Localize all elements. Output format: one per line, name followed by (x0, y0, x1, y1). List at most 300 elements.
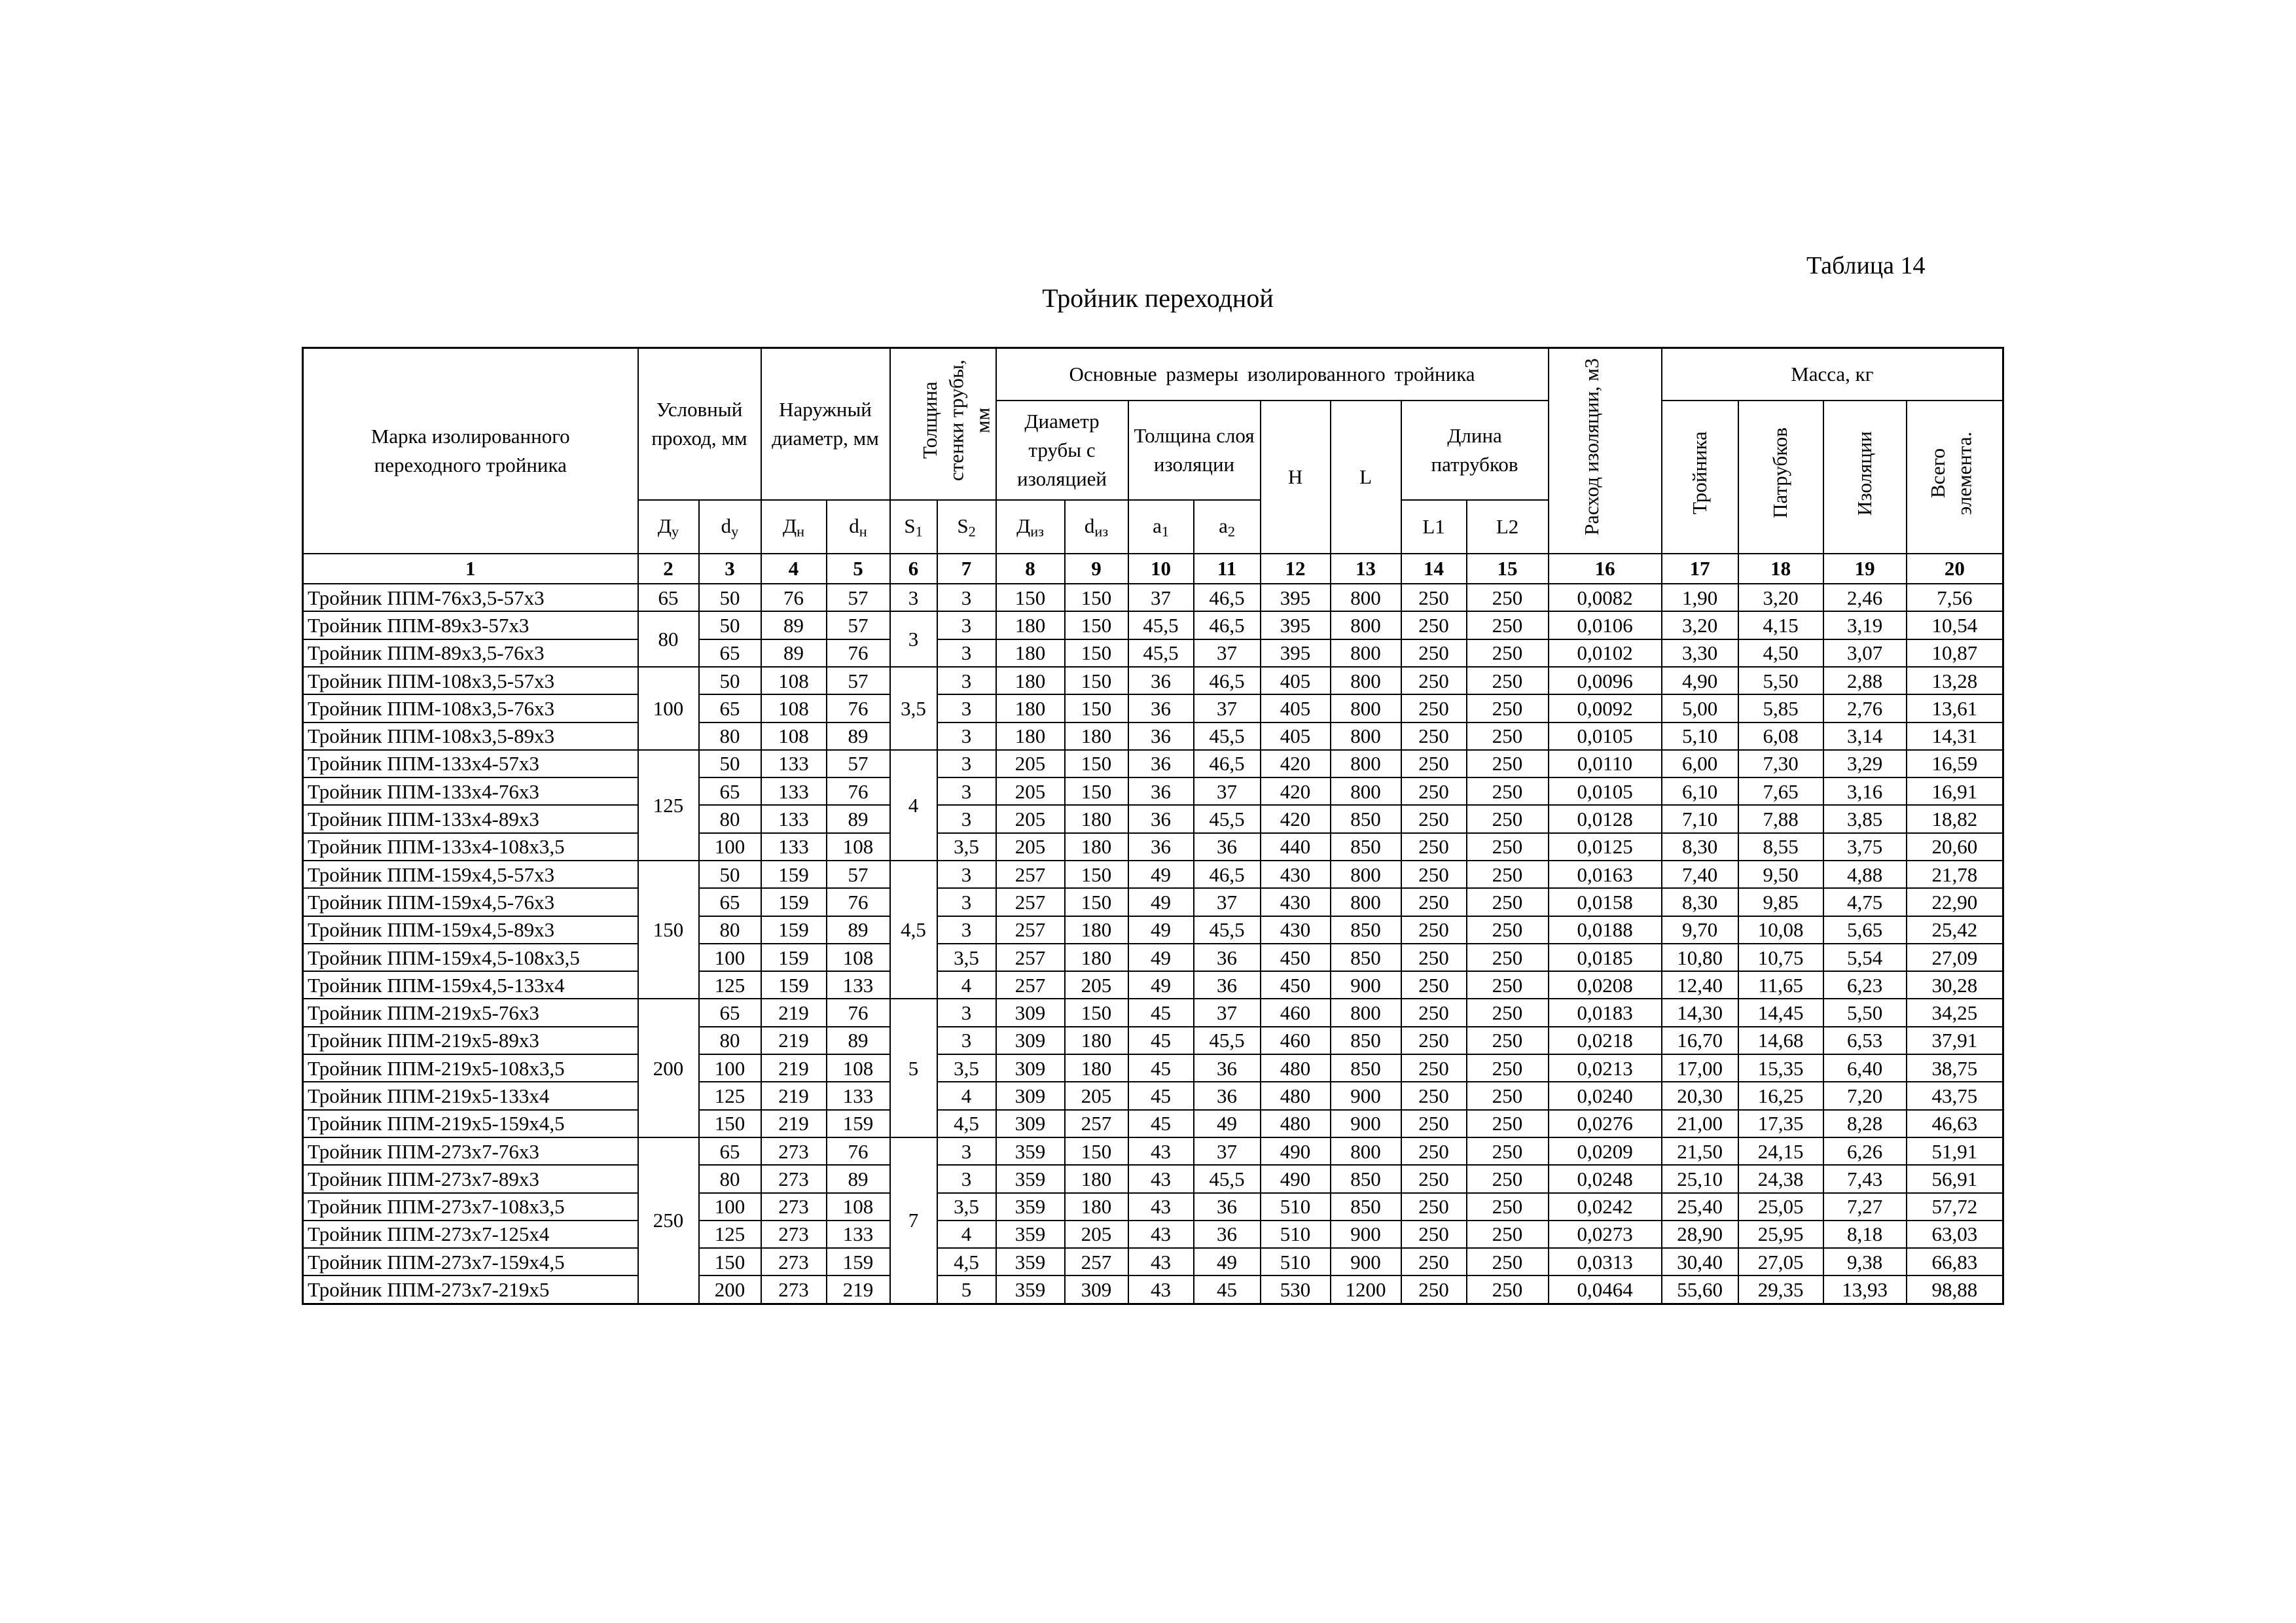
header-wall: Толщина стенки трубы, мм (890, 348, 996, 501)
table-cell: 219 (761, 1082, 827, 1109)
table-cell: 309 (1065, 1275, 1128, 1304)
table-cell: 57 (827, 584, 890, 611)
table-cell: 36 (1128, 805, 1194, 832)
table-cell: 273 (761, 1165, 827, 1192)
table-cell: 14,68 (1738, 1027, 1823, 1054)
table-cell: 150 (1065, 1137, 1128, 1165)
column-number: 16 (1549, 554, 1662, 584)
table-cell: 30,40 (1662, 1248, 1738, 1275)
table-cell: 800 (1331, 1137, 1401, 1165)
table-cell: 125 (699, 1221, 761, 1248)
sym-Dn: $Д_н$ (761, 500, 827, 554)
cell-Du: 80 (638, 611, 699, 667)
table-cell: 9,85 (1738, 888, 1823, 916)
table-cell: 150 (1065, 584, 1128, 611)
table-row (303, 1082, 2003, 1109)
table-cell: 309 (996, 1054, 1065, 1082)
sym-dn: $d_н$ (827, 500, 890, 554)
table-row (303, 722, 2003, 750)
table-cell: 89 (761, 639, 827, 667)
column-number: 14 (1401, 554, 1467, 584)
header-m-ins: Изоляции (1823, 401, 1907, 554)
column-number: 20 (1907, 554, 2003, 584)
table-cell: 257 (1065, 1248, 1128, 1275)
table-cell: 159 (827, 1110, 890, 1137)
column-number: 4 (761, 554, 827, 584)
table-cell: 20,30 (1662, 1082, 1738, 1109)
table-cell: 10,75 (1738, 944, 1823, 971)
table-cell: 480 (1261, 1082, 1331, 1109)
table-cell: 100 (699, 944, 761, 971)
table-cell: 3,5 (937, 1193, 996, 1221)
table-cell: 250 (1467, 916, 1549, 944)
table-cell: 25,10 (1662, 1165, 1738, 1192)
table-cell: 205 (1065, 971, 1128, 999)
table-cell: 9,38 (1823, 1248, 1907, 1275)
table-cell: 0,0464 (1549, 1275, 1662, 1304)
table-cell: 45,5 (1128, 639, 1194, 667)
table-cell: 25,42 (1907, 916, 2003, 944)
table-cell: 0,0213 (1549, 1054, 1662, 1082)
table-cell: 250 (1401, 1027, 1467, 1054)
table-cell: 250 (1401, 888, 1467, 916)
table-cell: 273 (761, 1193, 827, 1221)
table-cell: 36 (1128, 750, 1194, 777)
table-cell: 45 (1128, 999, 1194, 1026)
table-cell: 133 (761, 833, 827, 861)
table-cell: 14,31 (1907, 722, 2003, 750)
row-mark: Тройник ППМ-133х4-76х3 (303, 777, 638, 805)
table-cell: 9,50 (1738, 861, 1823, 888)
table-cell: 7,56 (1907, 584, 2003, 611)
row-mark: Тройник ППМ-76х3,5-57х3 (303, 584, 638, 611)
table-cell: 219 (827, 1275, 890, 1304)
table-cell: 450 (1261, 944, 1331, 971)
table-cell: 3 (937, 888, 996, 916)
table-cell: 125 (699, 971, 761, 999)
row-mark: Тройник ППМ-133х4-108х3,5 (303, 833, 638, 861)
sym-Du: $Д_у$ (638, 500, 699, 554)
table-cell: 45,5 (1194, 805, 1261, 832)
row-mark: Тройник ППМ-159х4,5-57х3 (303, 861, 638, 888)
column-number: 6 (890, 554, 937, 584)
table-cell: 159 (761, 888, 827, 916)
table-cell: 3 (937, 667, 996, 694)
table-cell: 21,78 (1907, 861, 2003, 888)
table-cell: 460 (1261, 999, 1331, 1026)
table-cell: 49 (1194, 1110, 1261, 1137)
table-cell: 180 (996, 667, 1065, 694)
table-cell: 76 (827, 999, 890, 1026)
column-number: 11 (1194, 554, 1261, 584)
table-cell: 80 (699, 1165, 761, 1192)
table-cell: 45,5 (1128, 611, 1194, 639)
table-cell: 6,23 (1823, 971, 1907, 999)
table-cell: 28,90 (1662, 1221, 1738, 1248)
table-cell: 800 (1331, 999, 1401, 1026)
table-cell: 37 (1194, 639, 1261, 667)
header-L: L (1331, 401, 1401, 554)
table-cell: 3 (937, 1165, 996, 1192)
table-cell: 50 (699, 667, 761, 694)
table-cell: 18,82 (1907, 805, 2003, 832)
table-cell: 273 (761, 1137, 827, 1165)
table-cell: 250 (1467, 1110, 1549, 1137)
table-cell: 800 (1331, 667, 1401, 694)
table-cell: 55,60 (1662, 1275, 1738, 1304)
table-cell: 150 (1065, 999, 1128, 1026)
table-cell: 900 (1331, 1248, 1401, 1275)
column-number: 10 (1128, 554, 1194, 584)
table-cell: 250 (1467, 1248, 1549, 1275)
table-cell: 5,50 (1738, 667, 1823, 694)
row-mark: Тройник ППМ-159х4,5-133х4 (303, 971, 638, 999)
table-cell: 359 (996, 1275, 1065, 1304)
row-mark: Тройник ППМ-133х4-57х3 (303, 750, 638, 777)
header-ins-use: Расход изоляции, м3 (1549, 348, 1662, 554)
table-cell: 250 (1401, 722, 1467, 750)
table-cell: 24,15 (1738, 1137, 1823, 1165)
sym-S2: $S_2$ (937, 500, 996, 554)
table-cell: 37 (1194, 694, 1261, 722)
table-cell: 46,5 (1194, 584, 1261, 611)
table-cell: 10,08 (1738, 916, 1823, 944)
table-cell: 257 (996, 916, 1065, 944)
header-main-dims: Основные размеры изолированного тройника (996, 348, 1549, 401)
table-cell: 257 (996, 944, 1065, 971)
table-cell: 108 (827, 1193, 890, 1221)
table-cell: 63,03 (1907, 1221, 2003, 1248)
column-number: 13 (1331, 554, 1401, 584)
table-cell: 7,27 (1823, 1193, 1907, 1221)
row-mark: Тройник ППМ-219х5-76х3 (303, 999, 638, 1026)
table-cell: 3,19 (1823, 611, 1907, 639)
table-cell: 219 (761, 999, 827, 1026)
table-cell: 450 (1261, 971, 1331, 999)
table-cell: 3,16 (1823, 777, 1907, 805)
table-cell: 3 (937, 805, 996, 832)
table-cell: 3 (937, 722, 996, 750)
cell-S1: 5 (890, 999, 937, 1137)
table-cell: 108 (827, 1054, 890, 1082)
table-cell: 57 (827, 667, 890, 694)
table-cell: 3 (937, 999, 996, 1026)
table-cell: 250 (1467, 584, 1549, 611)
table-cell: 3,75 (1823, 833, 1907, 861)
row-mark: Тройник ППМ-133х4-89х3 (303, 805, 638, 832)
column-number: 15 (1467, 554, 1549, 584)
table-cell: 76 (827, 639, 890, 667)
table-cell: 205 (996, 750, 1065, 777)
table-cell: 800 (1331, 611, 1401, 639)
table-cell: 5,00 (1662, 694, 1738, 722)
header-m-total: Всего элемента. (1907, 401, 2003, 554)
table-cell: 150 (1065, 750, 1128, 777)
cell-Du: 65 (638, 584, 699, 611)
table-cell: 80 (699, 722, 761, 750)
table-cell: 480 (1261, 1054, 1331, 1082)
table-cell: 0,0208 (1549, 971, 1662, 999)
table-row (303, 805, 2003, 832)
table-row (303, 971, 2003, 999)
cell-Du: 100 (638, 667, 699, 750)
table-cell: 50 (699, 861, 761, 888)
table-cell: 3,5 (937, 1054, 996, 1082)
table-cell: 250 (1401, 1221, 1467, 1248)
table-cell: 0,0105 (1549, 777, 1662, 805)
table-cell: 159 (761, 916, 827, 944)
table-cell: 16,70 (1662, 1027, 1738, 1054)
table-cell: 46,5 (1194, 750, 1261, 777)
table-cell: 180 (1065, 1054, 1128, 1082)
table-cell: 180 (996, 694, 1065, 722)
table-cell: 45 (1194, 1275, 1261, 1304)
cell-S1: 3,5 (890, 667, 937, 750)
table-cell: 250 (1401, 916, 1467, 944)
sym-du: $d_у$ (699, 500, 761, 554)
table-cell: 108 (761, 667, 827, 694)
table-cell: 150 (996, 584, 1065, 611)
header-m-tee: Тройника (1662, 401, 1738, 554)
table-cell: 1200 (1331, 1275, 1401, 1304)
table-cell: 250 (1401, 1275, 1467, 1304)
table-cell: 250 (1401, 584, 1467, 611)
header-H: H (1261, 401, 1331, 554)
table-cell: 37 (1194, 777, 1261, 805)
table-cell: 4,75 (1823, 888, 1907, 916)
table-cell: 43,75 (1907, 1082, 2003, 1109)
table-cell: 395 (1261, 611, 1331, 639)
table-cell: 57 (827, 861, 890, 888)
table-cell: 45 (1128, 1110, 1194, 1137)
table-cell: 800 (1331, 750, 1401, 777)
table-cell: 133 (761, 777, 827, 805)
data-table-container (302, 347, 2002, 1305)
table-cell: 46,5 (1194, 861, 1261, 888)
table-cell: 45,5 (1194, 1027, 1261, 1054)
table-cell: 45 (1128, 1082, 1194, 1109)
table-cell: 14,30 (1662, 999, 1738, 1026)
table-cell: 4,15 (1738, 611, 1823, 639)
header-mass: Масса, кг (1662, 348, 2003, 401)
table-cell: 4,5 (937, 1248, 996, 1275)
table-row (303, 944, 2003, 971)
table-cell: 36 (1194, 944, 1261, 971)
table-row (303, 777, 2003, 805)
table-cell: 359 (996, 1221, 1065, 1248)
table-cell: 900 (1331, 1110, 1401, 1137)
table-cell: 159 (761, 861, 827, 888)
table-cell: 46,5 (1194, 611, 1261, 639)
table-cell: 3,20 (1738, 584, 1823, 611)
table-cell: 359 (996, 1165, 1065, 1192)
table-cell: 250 (1467, 833, 1549, 861)
table-cell: 45 (1128, 1027, 1194, 1054)
table-cell: 37 (1194, 1137, 1261, 1165)
table-cell: 36 (1128, 777, 1194, 805)
table-cell: 180 (996, 722, 1065, 750)
table-cell: 257 (996, 888, 1065, 916)
table-cell: 0,0096 (1549, 667, 1662, 694)
table-row (303, 1193, 2003, 1221)
table-cell: 0,0105 (1549, 722, 1662, 750)
table-cell: 0,0110 (1549, 750, 1662, 777)
table-cell: 800 (1331, 722, 1401, 750)
table-cell: 850 (1331, 1027, 1401, 1054)
table-cell: 45,5 (1194, 916, 1261, 944)
table-cell: 430 (1261, 861, 1331, 888)
table-body (303, 584, 2003, 1304)
table-cell: 3,5 (937, 833, 996, 861)
sym-a2: $a_2$ (1194, 500, 1261, 554)
table-cell: 150 (1065, 777, 1128, 805)
table-cell: 11,65 (1738, 971, 1823, 999)
table-row (303, 999, 2003, 1026)
table-cell: 430 (1261, 888, 1331, 916)
row-mark: Тройник ППМ-108х3,5-57х3 (303, 667, 638, 694)
table-cell: 180 (996, 639, 1065, 667)
column-number: 2 (638, 554, 699, 584)
table-cell: 3 (937, 584, 996, 611)
table-row (303, 1137, 2003, 1165)
table-cell: 405 (1261, 722, 1331, 750)
table-cell: 250 (1467, 888, 1549, 916)
table-cell: 420 (1261, 750, 1331, 777)
table-cell: 0,0125 (1549, 833, 1662, 861)
table-cell: 6,00 (1662, 750, 1738, 777)
table-cell: 36 (1194, 1054, 1261, 1082)
column-number: 8 (996, 554, 1065, 584)
table-cell: 205 (996, 777, 1065, 805)
column-numbers-row (303, 554, 2003, 584)
table-cell: 4,50 (1738, 639, 1823, 667)
table-cell: 76 (761, 584, 827, 611)
row-mark: Тройник ППМ-89х3,5-76х3 (303, 639, 638, 667)
table-cell: 27,05 (1738, 1248, 1823, 1275)
table-cell: 4 (937, 971, 996, 999)
table-cell: 4,88 (1823, 861, 1907, 888)
table-cell: 250 (1401, 667, 1467, 694)
table-cell: 250 (1401, 1248, 1467, 1275)
table-cell: 150 (699, 1248, 761, 1275)
table-cell: 89 (761, 611, 827, 639)
table-cell: 8,30 (1662, 833, 1738, 861)
table-row (303, 1221, 2003, 1248)
table-cell: 250 (1467, 667, 1549, 694)
table-row (303, 833, 2003, 861)
table-cell: 800 (1331, 584, 1401, 611)
table-cell: 250 (1401, 1082, 1467, 1109)
table-cell: 850 (1331, 833, 1401, 861)
table-cell: 25,40 (1662, 1193, 1738, 1221)
column-number: 1 (303, 554, 638, 584)
table-cell: 3,5 (937, 944, 996, 971)
table-cell: 250 (1401, 805, 1467, 832)
table-cell: 50 (699, 584, 761, 611)
table-cell: 250 (1401, 833, 1467, 861)
table-cell: 133 (761, 750, 827, 777)
table-cell: 150 (1065, 639, 1128, 667)
table-cell: 25,95 (1738, 1221, 1823, 1248)
table-cell: 7,10 (1662, 805, 1738, 832)
table-cell: 6,40 (1823, 1054, 1907, 1082)
sym-L2: L2 (1467, 500, 1549, 554)
table-cell: 250 (1467, 999, 1549, 1026)
column-number: 17 (1662, 554, 1738, 584)
table-cell: 5,54 (1823, 944, 1907, 971)
table-cell: 180 (996, 611, 1065, 639)
table-cell: 250 (1401, 611, 1467, 639)
table-cell: 3,20 (1662, 611, 1738, 639)
table-cell: 65 (699, 694, 761, 722)
table-cell: 180 (1065, 833, 1128, 861)
table-cell: 45,5 (1194, 1165, 1261, 1192)
row-mark: Тройник ППМ-219х5-89х3 (303, 1027, 638, 1054)
table-cell: 108 (827, 833, 890, 861)
table-cell: 250 (1401, 777, 1467, 805)
table-cell: 89 (827, 805, 890, 832)
table-cell: 36 (1194, 971, 1261, 999)
table-cell: 4 (937, 1082, 996, 1109)
table-cell: 36 (1194, 1221, 1261, 1248)
table-cell: 76 (827, 1137, 890, 1165)
table-cell: 3 (937, 639, 996, 667)
table-cell: 100 (699, 1193, 761, 1221)
table-cell: 34,25 (1907, 999, 2003, 1026)
table-cell: 490 (1261, 1165, 1331, 1192)
table-cell: 3,29 (1823, 750, 1907, 777)
table-row (303, 1054, 2003, 1082)
table-cell: 1,90 (1662, 584, 1738, 611)
table-cell: 850 (1331, 916, 1401, 944)
table-cell: 50 (699, 750, 761, 777)
table-cell: 3,30 (1662, 639, 1738, 667)
table-cell: 6,10 (1662, 777, 1738, 805)
header-m-branch: Патрубков (1738, 401, 1823, 554)
table-row (303, 1165, 2003, 1192)
table-cell: 49 (1128, 916, 1194, 944)
column-number: 18 (1738, 554, 1823, 584)
table-row (303, 888, 2003, 916)
table-cell: 395 (1261, 584, 1331, 611)
table-cell: 66,83 (1907, 1248, 2003, 1275)
table-cell: 0,0209 (1549, 1137, 1662, 1165)
table-row (303, 667, 2003, 694)
table-title: Тройник переходной (1042, 283, 1274, 313)
table-cell: 3,14 (1823, 722, 1907, 750)
row-mark: Тройник ППМ-89х3-57х3 (303, 611, 638, 639)
table-cell: 850 (1331, 805, 1401, 832)
table-cell: 219 (761, 1027, 827, 1054)
cell-S1: 3 (890, 584, 937, 611)
table-cell: 133 (827, 1082, 890, 1109)
table-cell: 3 (937, 1137, 996, 1165)
row-mark: Тройник ППМ-273х7-108х3,5 (303, 1193, 638, 1221)
table-cell: 3 (937, 1027, 996, 1054)
table-cell: 65 (699, 777, 761, 805)
table-row (303, 611, 2003, 639)
table-cell: 219 (761, 1110, 827, 1137)
table-cell: 490 (1261, 1137, 1331, 1165)
table-row (303, 1110, 2003, 1137)
table-cell: 530 (1261, 1275, 1331, 1304)
table-cell: 30,28 (1907, 971, 2003, 999)
table-cell: 36 (1194, 1193, 1261, 1221)
table-cell: 3 (937, 861, 996, 888)
table-cell: 250 (1401, 1165, 1467, 1192)
row-mark: Тройник ППМ-273х7-219х5 (303, 1275, 638, 1304)
table-cell: 800 (1331, 639, 1401, 667)
